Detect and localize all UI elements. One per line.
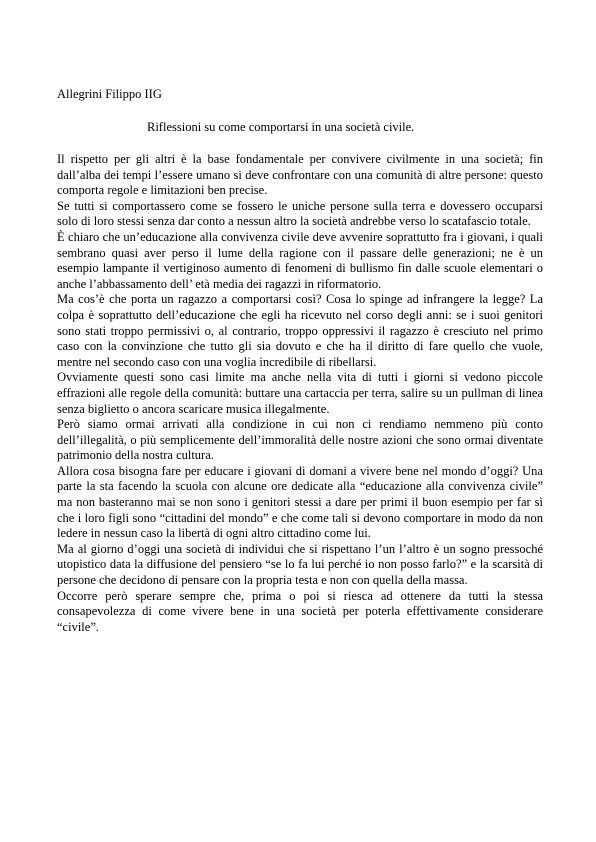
paragraph: Allora cosa bisogna fare per educare i giovani di domani a vivere bene nel mondo d’oggi? Una parte la sta facendo la scuola con alcune ore dedicate alla “educazione alla convivenza civile” ma non basteranno mai se non sono i genitori stessi a dare per primi il buon esempio per far sì che i loro figli sono “cittadini del mondo” e che come tali si devono comportare in modo da non ledere in nessun caso la libertà di ogni altro cittadino come lui. (57, 463, 543, 541)
paragraph: Ma al giorno d’oggi una società di individui che si rispettano l’un l’altro è un sogno pressoché utopistico data la diffusione del pensiero “se lo fa lui perché io non posso farlo?” e la scarsità di persone che decidono di pensare con la propria testa e non con quella della massa. (57, 541, 543, 588)
essay-title: Riflessioni su come comportarsi in una società civile. (147, 120, 415, 134)
paragraph: Occorre però sperare sempre che, prima o poi si riesca ad ottenere da tutti la stessa consapevolezza di come vivere bene in una società per poterla effettivamente considerare “civile”. (57, 588, 543, 634)
essay-body (57, 152, 543, 635)
paragraph: Ovviamente questi sono casi limite ma anche nella vita di tutti i giorni si vedono piccole effrazioni alle regole della comunità: buttare una cartaccia per terra, salire su un pullman di linea senza biglietto o ancora scaricare musica illegalmente. (57, 370, 543, 416)
author-name: Allegrini Filippo IIG (57, 87, 162, 101)
paragraph: Se tutti si comportassero come se fossero le uniche persone sulla terra e dovessero occuparsi solo di loro stessi senza dar conto a nessun altro la società andrebbe verso lo scatafascio totale. (57, 198, 543, 229)
paragraph: Il rispetto per gli altri è la base fondamentale per convivere civilmente in una società; fin dall’alba dei tempi l’essere umano si deve confrontare con una comunità di altre persone: questo comporta regole e limitazioni ben precise. (57, 152, 543, 198)
paragraph: Ma cos’è che porta un ragazzo a comportarsi così? Cosa lo spinge ad infrangere la legge? La colpa è soprattutto dell’educazione che egli ha ricevuto nel corso degli anni: se i suoi genitori sono stati troppo permissivi o, al contrario, troppo oppressivi il ragazzo è cresciuto nel primo caso con la convinzione che tutto gli sia dovuto e che ha il diritto di fare quello che vuole, mentre nel secondo caso con una voglia incredibile di ribellarsi. (57, 292, 543, 369)
paragraph: Però siamo ormai arrivati alla condizione in cui non ci rendiamo nemmeno più conto dell’illegalità, o più semplicemente dell’immoralità delle nostre azioni che sono ormai diventate patrimonio della nostra cultura. (57, 417, 543, 463)
paragraph: È chiaro che un’educazione alla convivenza civile deve avvenire soprattutto fra i giovani, i quali sembrano quasi aver perso il lume della ragione con il passare delle generazioni; ne è un esempio lampante il vertiginoso aumento di fenomeni di bullismo fin dalle scuole elementari o anche l’abbassamento dell’ età media dei ragazzi in riformatorio. (57, 229, 543, 291)
